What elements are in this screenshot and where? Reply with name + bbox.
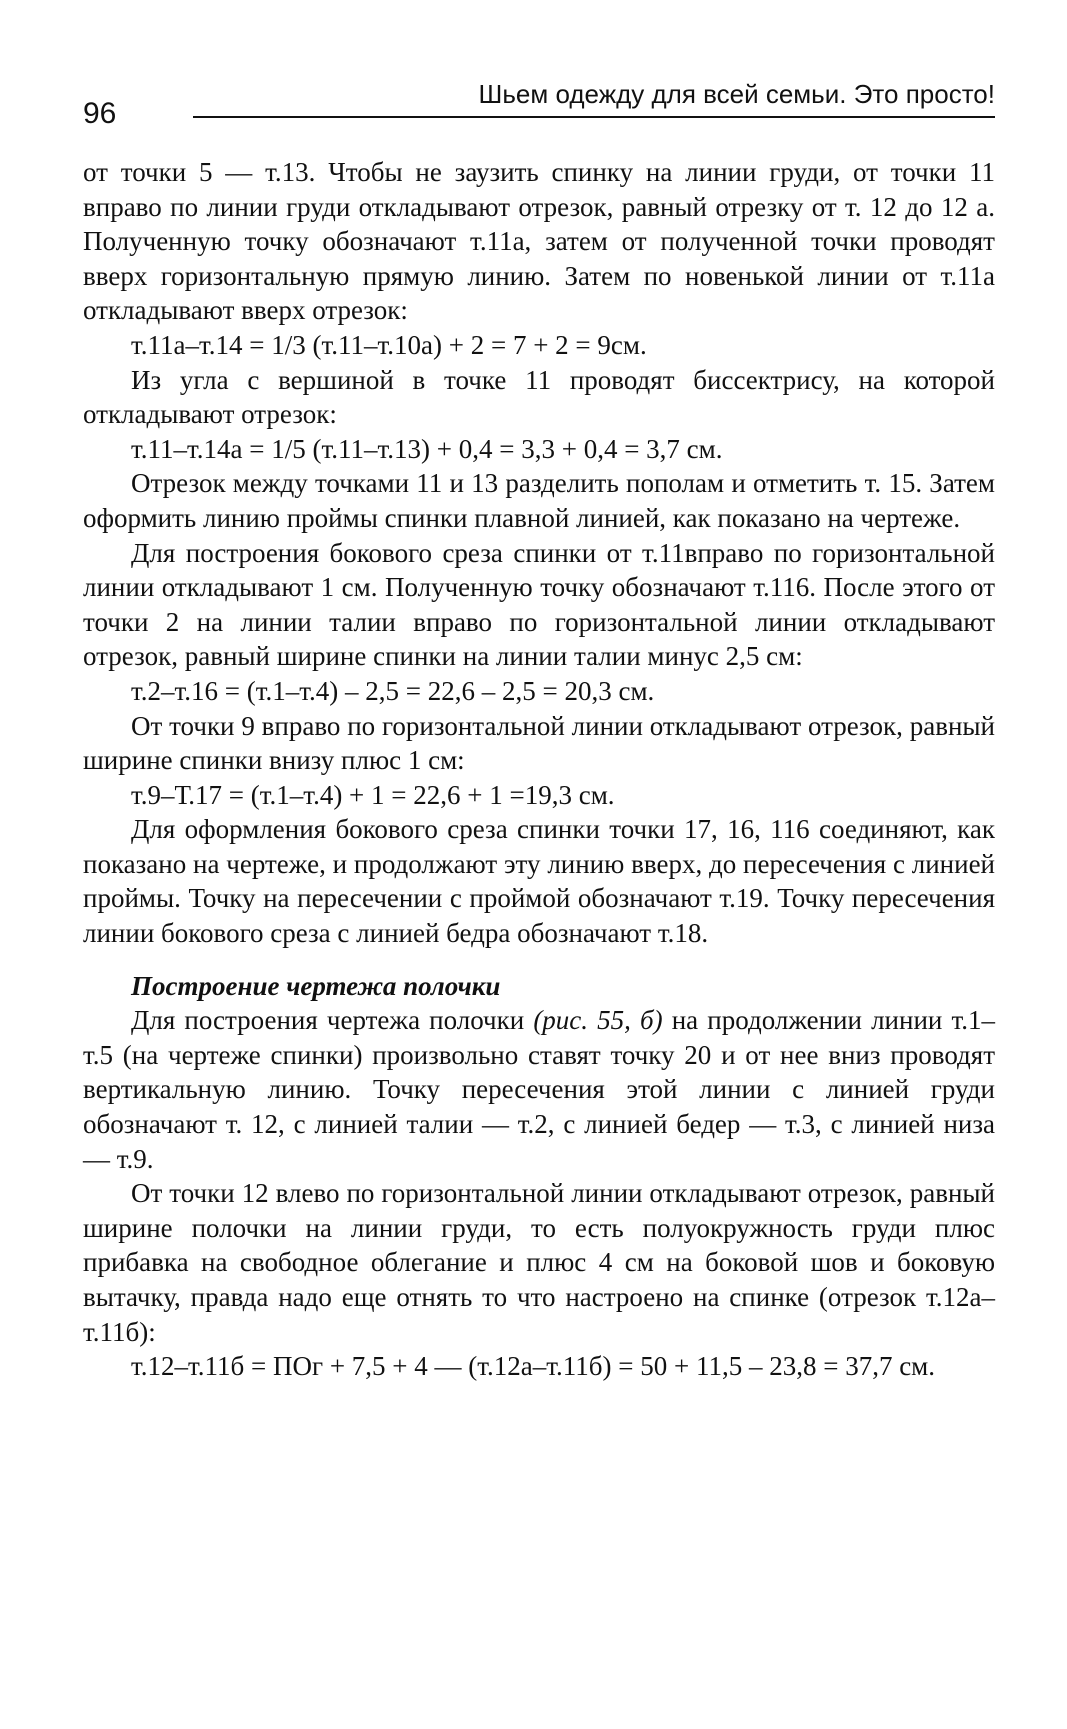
paragraph: Отрезок между точками 11 и 13 разделить пополам и отметить т. 15. Затем оформить линию проймы спинки плавной линией, как показано на чертеже.: [83, 468, 995, 533]
section-heading: Построение чертежа полочки: [131, 970, 501, 1001]
paragraph: Из угла с вершиной в точке 11 проводят биссектрису, на которой откладывают отрезок:: [83, 364, 995, 430]
paragraph: Для построения бокового среза спинки от т.11вправо по горизонтальной линии откладывают 1 см. Полученную точку обозначают т.116. После этого от точки 2 на линии талии вправо по горизонтальной линии откладывают отрезок, равный ширине спинки на линии талии минус 2,5 см:: [83, 537, 995, 672]
paragraph: От точки 12 влево по горизонтальной линии откладывают отрезок, равный ширине полочки на линии груди, то есть полуокружность груди плюс прибавка на свободное облегание и плюс 4 см на боковой шов и боковую вытачку, правда надо еще отнять то что настроено на спинке (отрезок т.12а–т.11б):: [83, 1178, 995, 1347]
paragraph: От точки 9 вправо по горизонтальной линии откладывают отрезок, равный ширине спинки внизу плюс 1 см:: [83, 710, 995, 776]
formula-line: т.9–Т.17 = (т.1–т.4) + 1 = 22,6 + 1 =19,3 см.: [131, 779, 615, 810]
page-number: 96: [83, 97, 117, 130]
paragraph-text: Для построения чертежа полочки: [131, 1005, 534, 1036]
formula-line: т.11а–т.14 = 1/3 (т.11–т.10а) + 2 = 7 + 2 = 9см.: [131, 329, 647, 360]
paragraph: Для оформления бокового среза спинки точки 17, 16, 116 соединяют, как показано на чертеже, и продолжают эту линию вверх, до пересечения с линией проймы. Точку на пересечении с проймой обозначают т.19. Точку пересечения линии бокового среза с линией бедра обозначают т.18.: [83, 814, 995, 949]
paragraph-text: на продолжении линии т.1–т.5 (на чертеже спинки) произвольно ставят точку 20 и от нее вниз проводят вертикальную линию. Точку пересечения этой линии с линией груди обозначают т. 12, с линией талии — т.2, с линией бедер — т.3, с линией низа — т.9.: [83, 1005, 995, 1174]
header-rule: [193, 116, 995, 118]
page-header: [83, 72, 995, 132]
figure-reference: (рис. 55, б): [533, 1005, 663, 1036]
paragraph-continued: от точки 5 — т.13. Чтобы не заузить спинку на линии груди, от точки 11 вправо по линии груди откладывают отрезок, равный отрезку от т. 12 до 12 а. Полученную точку обозначают т.11а, затем от полученной точки проводят вверх горизонтальную прямую линию. Затем по новенькой линии от т.11а откладывают вверх отрезок:: [83, 157, 995, 326]
formula-line: т.12–т.11б = ПОг + 7,5 + 4 — (т.12а–т.11б) = 50 + 11,5 – 23,8 = 37,7 см.: [131, 1351, 936, 1382]
page-body: [83, 155, 995, 1384]
paragraph: [83, 1003, 995, 1176]
formula-line: т.2–т.16 = (т.1–т.4) – 2,5 = 22,6 – 2,5 = 20,3 см.: [131, 675, 655, 706]
formula-line: т.11–т.14а = 1/5 (т.11–т.13) + 0,4 = 3,3 + 0,4 = 3,7 см.: [131, 433, 723, 464]
running-title: Шьем одежду для всей семьи. Это просто!: [478, 79, 995, 109]
